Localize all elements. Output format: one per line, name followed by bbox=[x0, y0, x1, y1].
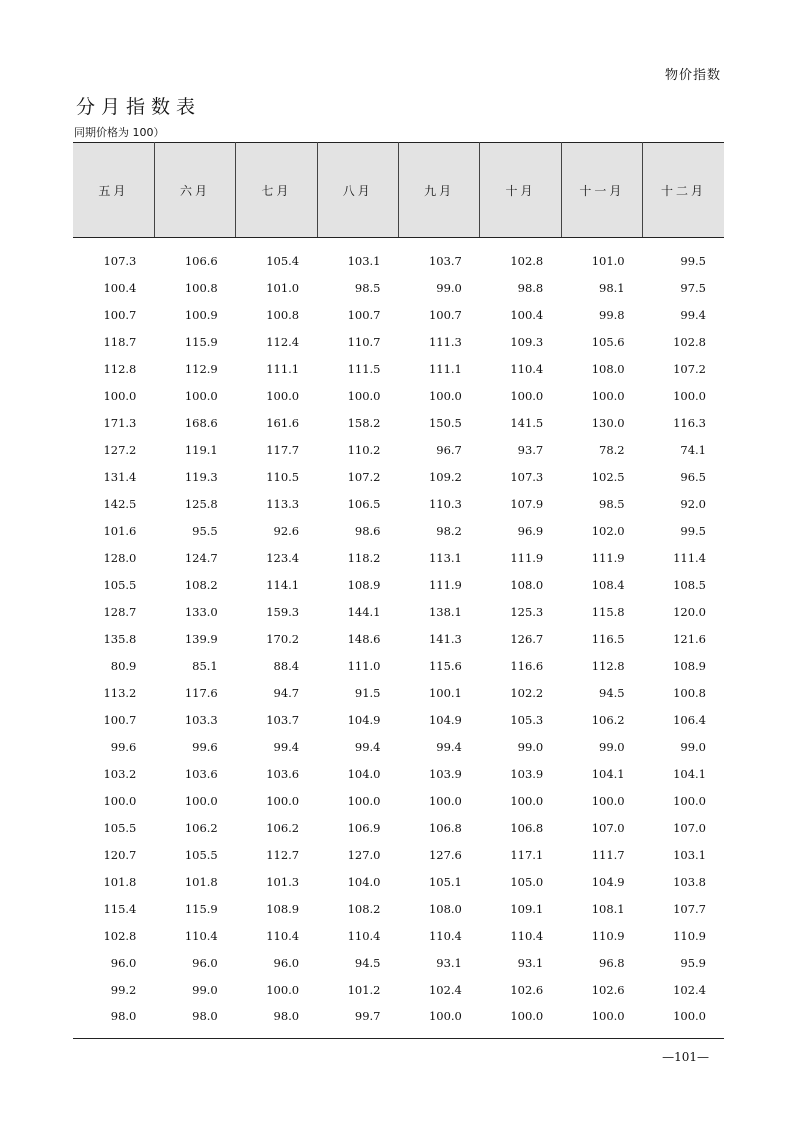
table-row bbox=[73, 977, 724, 1004]
table-cell: 106.6 bbox=[184, 254, 218, 269]
table-cell: 108.0 bbox=[510, 578, 544, 592]
table-row bbox=[73, 788, 724, 815]
table-cell: 92.0 bbox=[680, 497, 706, 511]
table-cell: 100.7 bbox=[103, 308, 137, 322]
table-cell: 100.0 bbox=[347, 794, 381, 808]
table-cell: 115.8 bbox=[591, 605, 625, 619]
table-cell: 144.1 bbox=[347, 605, 381, 619]
table-cell: 106.2 bbox=[266, 821, 300, 835]
table-cell: 93.1 bbox=[436, 956, 462, 970]
table-cell: 110.4 bbox=[510, 362, 544, 376]
table-cell: 127.6 bbox=[428, 848, 462, 862]
table-cell: 98.5 bbox=[599, 497, 625, 511]
table-cell: 100.0 bbox=[591, 389, 625, 403]
table-cell: 105.4 bbox=[266, 254, 300, 269]
table-cell: 161.6 bbox=[266, 416, 300, 430]
table-cell: 110.9 bbox=[673, 929, 706, 943]
table-cell: 101.8 bbox=[184, 875, 218, 889]
table-row bbox=[73, 238, 724, 275]
table-cell: 118.7 bbox=[103, 335, 137, 349]
table-cell: 115.9 bbox=[184, 902, 218, 916]
table-cell: 100.0 bbox=[673, 1008, 706, 1023]
table-cell: 99.8 bbox=[599, 308, 625, 322]
table-cell: 95.5 bbox=[192, 524, 218, 538]
table-row bbox=[73, 464, 724, 491]
table-cell: 102.8 bbox=[673, 335, 706, 349]
table-cell: 106.2 bbox=[184, 821, 218, 835]
table-cell: 103.7 bbox=[428, 254, 462, 269]
table-cell: 99.4 bbox=[273, 740, 300, 754]
table-cell: 99.7 bbox=[354, 1008, 381, 1023]
table-cell: 99.0 bbox=[517, 740, 544, 754]
table-cell: 101.2 bbox=[347, 983, 381, 997]
table-row bbox=[73, 491, 724, 518]
table-cell: 115.9 bbox=[184, 335, 218, 349]
table-cell: 100.7 bbox=[347, 308, 381, 322]
table-cell: 120.7 bbox=[103, 848, 137, 862]
table-cell: 112.4 bbox=[266, 335, 300, 349]
table-cell: 100.0 bbox=[347, 389, 381, 403]
table-row bbox=[73, 410, 724, 437]
table-cell: 148.6 bbox=[347, 632, 381, 646]
monthly-index-table bbox=[73, 142, 724, 1034]
table-cell: 123.4 bbox=[266, 551, 300, 565]
table-cell: 101.8 bbox=[103, 875, 137, 889]
table-cell: 91.5 bbox=[354, 686, 381, 700]
table-cell: 110.9 bbox=[591, 929, 625, 943]
column-header: 七月 bbox=[236, 143, 317, 238]
table-cell: 109.1 bbox=[510, 902, 544, 916]
table-cell: 94.5 bbox=[599, 686, 625, 700]
table-cell: 124.7 bbox=[184, 551, 218, 565]
table-row bbox=[73, 653, 724, 680]
table-cell: 100.0 bbox=[266, 389, 300, 403]
table-cell: 107.2 bbox=[347, 470, 381, 484]
table-cell: 98.2 bbox=[436, 524, 462, 538]
table-cell: 108.5 bbox=[673, 578, 706, 592]
table-cell: 102.2 bbox=[510, 686, 544, 700]
table-cell: 141.5 bbox=[510, 416, 544, 430]
table-cell: 98.5 bbox=[354, 281, 381, 295]
table-cell: 99.0 bbox=[680, 740, 706, 754]
table-cell: 100.9 bbox=[184, 308, 218, 322]
table-cell: 111.1 bbox=[266, 362, 300, 376]
table-cell: 112.9 bbox=[184, 362, 218, 376]
table-cell: 106.5 bbox=[347, 497, 381, 511]
table-cell: 111.5 bbox=[347, 362, 381, 376]
table-cell: 103.6 bbox=[266, 767, 300, 781]
table-cell: 98.0 bbox=[192, 1008, 218, 1023]
section-header: 物价指数 bbox=[664, 68, 721, 83]
table-cell: 109.2 bbox=[428, 470, 462, 484]
table-header-row bbox=[73, 143, 724, 238]
table-cell: 133.0 bbox=[184, 605, 218, 619]
table-cell: 114.1 bbox=[266, 578, 300, 592]
table-row bbox=[73, 356, 724, 383]
table-cell: 85.1 bbox=[192, 659, 218, 673]
table-row bbox=[73, 761, 724, 788]
table-cell: 103.6 bbox=[184, 767, 218, 781]
table-cell: 110.7 bbox=[347, 335, 381, 349]
table-cell: 139.9 bbox=[184, 632, 218, 646]
column-header: 九月 bbox=[399, 143, 480, 238]
table-cell: 103.9 bbox=[428, 767, 462, 781]
table-cell: 100.0 bbox=[428, 1008, 462, 1023]
table-cell: 101.6 bbox=[103, 524, 137, 538]
table-cell: 100.8 bbox=[673, 686, 706, 700]
table-cell: 100.4 bbox=[103, 281, 137, 295]
page-number: —101— bbox=[662, 1050, 709, 1064]
table-cell: 125.8 bbox=[184, 497, 218, 511]
table-cell: 96.8 bbox=[599, 956, 625, 970]
table-cell: 117.7 bbox=[266, 443, 300, 457]
table-cell: 96.0 bbox=[192, 956, 218, 970]
table-cell: 100.0 bbox=[510, 389, 544, 403]
table-cell: 96.9 bbox=[517, 524, 544, 538]
table-cell: 111.9 bbox=[591, 551, 625, 565]
table-cell: 96.0 bbox=[273, 956, 300, 970]
table-cell: 113.2 bbox=[103, 686, 137, 700]
table-cell: 107.9 bbox=[510, 497, 544, 511]
table-cell: 106.4 bbox=[673, 713, 706, 727]
table-cell: 102.4 bbox=[428, 983, 462, 997]
table-cell: 99.4 bbox=[680, 308, 706, 322]
table-cell: 108.0 bbox=[428, 902, 462, 916]
table-cell: 104.9 bbox=[428, 713, 462, 727]
table-row bbox=[73, 896, 724, 923]
table-cell: 95.9 bbox=[680, 956, 706, 970]
table-row bbox=[73, 1004, 724, 1034]
table-cell: 107.3 bbox=[510, 470, 544, 484]
table-cell: 100.8 bbox=[266, 308, 300, 322]
table-cell: 103.9 bbox=[510, 767, 544, 781]
table-cell: 97.5 bbox=[680, 281, 706, 295]
table-cell: 74.1 bbox=[680, 443, 706, 457]
table-cell: 112.8 bbox=[591, 659, 625, 673]
table-cell: 104.1 bbox=[591, 767, 625, 781]
table-cell: 113.3 bbox=[266, 497, 300, 511]
table-cell: 138.1 bbox=[428, 605, 462, 619]
table-row bbox=[73, 599, 724, 626]
table-cell: 106.8 bbox=[510, 821, 544, 835]
table-cell: 94.5 bbox=[354, 956, 381, 970]
table-cell: 99.4 bbox=[436, 740, 462, 754]
table-row bbox=[73, 518, 724, 545]
table-cell: 100.0 bbox=[510, 1008, 544, 1023]
table-row bbox=[73, 626, 724, 653]
table-cell: 98.0 bbox=[273, 1008, 300, 1023]
table-cell: 108.9 bbox=[673, 659, 706, 673]
table-cell: 110.2 bbox=[347, 443, 381, 457]
table-cell: 107.2 bbox=[673, 362, 706, 376]
column-header: 十月 bbox=[480, 143, 561, 238]
table-row bbox=[73, 572, 724, 599]
table-cell: 120.0 bbox=[673, 605, 706, 619]
table-cell: 110.4 bbox=[428, 929, 462, 943]
table-cell: 98.8 bbox=[517, 281, 544, 295]
table-cell: 150.5 bbox=[428, 416, 462, 430]
table-cell: 110.4 bbox=[266, 929, 300, 943]
table-cell: 105.6 bbox=[591, 335, 625, 349]
table-cell: 106.8 bbox=[428, 821, 462, 835]
table-cell: 111.9 bbox=[428, 578, 462, 592]
table-cell: 110.4 bbox=[510, 929, 544, 943]
table-cell: 99.6 bbox=[110, 740, 137, 754]
table-cell: 105.1 bbox=[428, 875, 462, 889]
table-cell: 100.0 bbox=[591, 1008, 625, 1023]
table-cell: 100.0 bbox=[103, 389, 137, 403]
table-cell: 110.5 bbox=[266, 470, 300, 484]
table-cell: 108.0 bbox=[591, 362, 625, 376]
table-cell: 128.7 bbox=[103, 605, 137, 619]
column-header: 八月 bbox=[317, 143, 398, 238]
table-cell: 100.4 bbox=[510, 308, 544, 322]
table-cell: 111.3 bbox=[428, 335, 462, 349]
table-cell: 96.7 bbox=[436, 443, 462, 457]
table-cell: 159.3 bbox=[266, 605, 300, 619]
table-cell: 102.6 bbox=[591, 983, 625, 997]
page-title: 分月指数表 bbox=[76, 96, 202, 118]
table-cell: 168.6 bbox=[184, 416, 218, 430]
table-cell: 158.2 bbox=[347, 416, 381, 430]
table-row bbox=[73, 680, 724, 707]
table-cell: 108.2 bbox=[184, 578, 218, 592]
table-cell: 107.0 bbox=[673, 821, 706, 835]
table-row bbox=[73, 842, 724, 869]
table-cell: 100.0 bbox=[591, 794, 625, 808]
table-cell: 93.1 bbox=[517, 956, 544, 970]
table-row bbox=[73, 329, 724, 356]
table-cell: 103.8 bbox=[673, 875, 706, 889]
table-cell: 127.0 bbox=[347, 848, 381, 862]
table-cell: 100.0 bbox=[266, 794, 300, 808]
table-cell: 117.6 bbox=[184, 686, 218, 700]
table-cell: 113.1 bbox=[428, 551, 462, 565]
column-header: 五月 bbox=[73, 143, 154, 238]
table-cell: 103.7 bbox=[266, 713, 300, 727]
table-cell: 99.0 bbox=[599, 740, 625, 754]
table-cell: 111.4 bbox=[673, 551, 706, 565]
table-cell: 102.0 bbox=[591, 524, 625, 538]
table-cell: 117.1 bbox=[510, 848, 544, 862]
table-cell: 102.5 bbox=[591, 470, 625, 484]
table-cell: 142.5 bbox=[103, 497, 137, 511]
table-cell: 99.5 bbox=[680, 524, 706, 538]
table-cell: 110.3 bbox=[428, 497, 462, 511]
table-cell: 118.2 bbox=[347, 551, 381, 565]
table-cell: 111.1 bbox=[428, 362, 462, 376]
table-cell: 107.3 bbox=[103, 254, 137, 269]
table-row bbox=[73, 734, 724, 761]
table-cell: 104.9 bbox=[347, 713, 381, 727]
table-cell: 116.5 bbox=[591, 632, 625, 646]
table-cell: 171.3 bbox=[103, 416, 137, 430]
table-cell: 104.0 bbox=[347, 767, 381, 781]
table-cell: 108.1 bbox=[591, 902, 625, 916]
table-cell: 127.2 bbox=[103, 443, 137, 457]
table-cell: 94.7 bbox=[273, 686, 300, 700]
table-cell: 92.6 bbox=[273, 524, 300, 538]
table-cell: 93.7 bbox=[517, 443, 544, 457]
table-cell: 104.0 bbox=[347, 875, 381, 889]
table-cell: 107.0 bbox=[591, 821, 625, 835]
table-cell: 100.7 bbox=[103, 713, 137, 727]
index-table-container bbox=[73, 142, 724, 1034]
table-cell: 106.2 bbox=[591, 713, 625, 727]
table-cell: 131.4 bbox=[103, 470, 137, 484]
table-cell: 100.0 bbox=[184, 794, 218, 808]
table-cell: 102.8 bbox=[103, 929, 137, 943]
table-cell: 100.0 bbox=[428, 794, 462, 808]
table-cell: 102.4 bbox=[673, 983, 706, 997]
table-cell: 108.9 bbox=[347, 578, 381, 592]
table-cell: 107.7 bbox=[673, 902, 706, 916]
table-cell: 99.4 bbox=[354, 740, 381, 754]
table-row bbox=[73, 707, 724, 734]
table-row bbox=[73, 869, 724, 896]
table-cell: 99.0 bbox=[192, 983, 218, 997]
table-cell: 115.4 bbox=[103, 902, 137, 916]
table-cell: 88.4 bbox=[273, 659, 300, 673]
table-cell: 111.9 bbox=[510, 551, 544, 565]
table-cell: 110.4 bbox=[184, 929, 218, 943]
table-cell: 111.7 bbox=[591, 848, 625, 862]
table-cell: 103.2 bbox=[103, 767, 137, 781]
table-cell: 109.3 bbox=[510, 335, 544, 349]
table-cell: 108.2 bbox=[347, 902, 381, 916]
table-cell: 99.6 bbox=[192, 740, 218, 754]
table-cell: 104.1 bbox=[673, 767, 706, 781]
table-cell: 98.6 bbox=[354, 524, 381, 538]
table-cell: 170.2 bbox=[266, 632, 300, 646]
table-cell: 100.0 bbox=[266, 983, 300, 997]
table-cell: 121.6 bbox=[673, 632, 706, 646]
table-cell: 119.3 bbox=[184, 470, 218, 484]
table-cell: 128.0 bbox=[103, 551, 137, 565]
table-cell: 104.9 bbox=[591, 875, 625, 889]
table-cell: 103.3 bbox=[184, 713, 218, 727]
table-cell: 106.9 bbox=[347, 821, 381, 835]
table-cell: 100.7 bbox=[428, 308, 462, 322]
table-cell: 125.3 bbox=[510, 605, 544, 619]
column-header: 六月 bbox=[154, 143, 235, 238]
table-row bbox=[73, 437, 724, 464]
table-cell: 96.5 bbox=[680, 470, 706, 484]
table-cell: 126.7 bbox=[510, 632, 544, 646]
table-row bbox=[73, 275, 724, 302]
table-cell: 116.3 bbox=[673, 416, 706, 430]
table-cell: 100.0 bbox=[673, 794, 706, 808]
table-row bbox=[73, 383, 724, 410]
table-cell: 105.3 bbox=[510, 713, 544, 727]
table-cell: 100.0 bbox=[428, 389, 462, 403]
table-cell: 103.1 bbox=[673, 848, 706, 862]
table-cell: 105.0 bbox=[510, 875, 544, 889]
table-cell: 115.6 bbox=[428, 659, 462, 673]
table-cell: 98.1 bbox=[599, 281, 625, 295]
table-cell: 108.4 bbox=[591, 578, 625, 592]
table-cell: 103.1 bbox=[347, 254, 381, 269]
table-cell: 112.7 bbox=[266, 848, 300, 862]
table-cell: 102.6 bbox=[510, 983, 544, 997]
table-row bbox=[73, 923, 724, 950]
table-cell: 100.0 bbox=[673, 389, 706, 403]
table-cell: 101.0 bbox=[266, 281, 300, 295]
column-header: 十二月 bbox=[643, 143, 724, 238]
table-cell: 99.2 bbox=[110, 983, 137, 997]
table-body bbox=[73, 238, 724, 1034]
table-row bbox=[73, 302, 724, 329]
table-cell: 101.0 bbox=[591, 254, 625, 269]
table-cell: 100.0 bbox=[103, 794, 137, 808]
table-cell: 80.9 bbox=[110, 659, 137, 673]
table-cell: 116.6 bbox=[510, 659, 544, 673]
table-cell: 100.0 bbox=[510, 794, 544, 808]
table-cell: 135.8 bbox=[103, 632, 137, 646]
table-row bbox=[73, 815, 724, 842]
table-cell: 96.0 bbox=[110, 956, 137, 970]
table-cell: 108.9 bbox=[266, 902, 300, 916]
table-cell: 101.3 bbox=[266, 875, 300, 889]
table-cell: 105.5 bbox=[103, 578, 137, 592]
table-cell: 141.3 bbox=[428, 632, 462, 646]
table-cell: 78.2 bbox=[599, 443, 625, 457]
table-cell: 111.0 bbox=[347, 659, 381, 673]
table-cell: 100.1 bbox=[428, 686, 462, 700]
table-cell: 105.5 bbox=[184, 848, 218, 862]
table-cell: 105.5 bbox=[103, 821, 137, 835]
table-cell: 102.8 bbox=[510, 254, 544, 269]
table-cell: 130.0 bbox=[591, 416, 625, 430]
table-cell: 112.8 bbox=[103, 362, 137, 376]
table-subtitle: 同期价格为 100） bbox=[74, 126, 165, 139]
table-row bbox=[73, 545, 724, 572]
table-cell: 100.0 bbox=[184, 389, 218, 403]
table-cell: 98.0 bbox=[110, 1008, 137, 1023]
table-cell: 110.4 bbox=[347, 929, 381, 943]
column-header: 十一月 bbox=[561, 143, 642, 238]
table-cell: 99.0 bbox=[436, 281, 462, 295]
table-row bbox=[73, 950, 724, 977]
bottom-rule bbox=[73, 1038, 724, 1039]
table-cell: 119.1 bbox=[184, 443, 218, 457]
table-cell: 100.8 bbox=[184, 281, 218, 295]
table-cell: 99.5 bbox=[680, 254, 706, 269]
